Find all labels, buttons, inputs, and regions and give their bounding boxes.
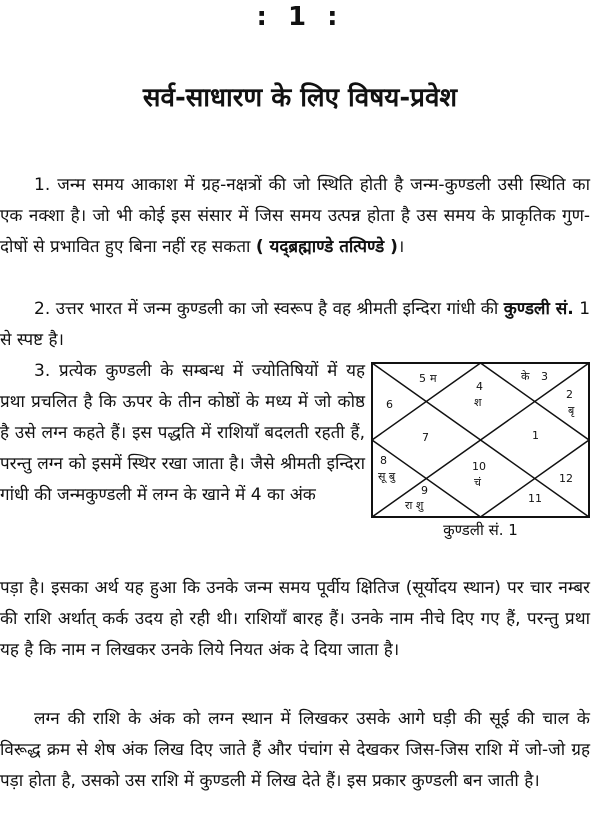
para-2-number: 2. xyxy=(34,299,51,319)
house-4-number: 4 xyxy=(476,380,483,393)
house-3-number: 3 xyxy=(541,370,548,383)
house-5-number: 5 xyxy=(419,372,426,385)
house-4-planets: श xyxy=(474,396,482,409)
house-2-planets: बृ xyxy=(568,404,575,417)
para-1-text: जन्म समय आकाश में ग्रह-नक्षत्रों की जो स्थिति होती है जन्म-कुण्डली उसी स्थिति का एक नक्शा है। जो भी कोई इस संसार में जिस समय उत्पन्न होता है उस समय के प्राकृतिक गुण-दोषों से प्रभावित हुए बिना नहीं रह सकता xyxy=(0,175,591,257)
paragraph-4 xyxy=(0,704,590,797)
para-3-text-a: प्रत्येक कुण्डली के सम्बन्ध में ज्योतिषियों में यह प्रथा प्रचलित है कि ऊपर के तीन कोष्ठों के मध्य में जो कोष्ठ है उसे लग्न कहते हैं। इस पद्धति में राशियाँ बदलती रहती हैं, परन्तु लग्न को इसमें स्थिर रखा जाता है। जैसे श्रीमती इन्दिरा गांधी की जन्मकुण्डली में लग्न के खाने में 4 का अंक xyxy=(0,361,365,505)
kundli-caption: कुण्डली सं. 1 xyxy=(443,521,518,539)
house-9-number: 9 xyxy=(421,484,428,497)
house-8-planets: सू बु xyxy=(378,470,396,483)
paragraph-2 xyxy=(0,294,590,356)
paragraph-3 xyxy=(0,356,365,511)
house-10-number: 10 xyxy=(472,460,486,473)
paragraph-3-continued: पड़ा है। इसका अर्थ यह हुआ कि उनके जन्म समय पूर्वीय क्षितिज (सूर्योदय स्थान) पर चार नम्बर की राशि अर्थात् कर्क उदय हो रही थी। राशियाँ बारह हैं। उनके नाम नीचे दिए गए हैं, परन्तु प्रथा यह है कि नाम न लिखकर उनके लिये नियत अंक दे दिया जाता है। xyxy=(0,578,590,660)
para-3-number: 3. xyxy=(34,361,51,381)
house-11-number: 11 xyxy=(528,492,542,505)
house-10-planets: चं xyxy=(474,476,481,489)
para-1-quote: ( यद्ब्रह्माण्डे तत्पिण्डे ) xyxy=(255,237,398,257)
para-2-text-a: उत्तर भारत में जन्म कुण्डली का जो स्वरूप है वह श्रीमती इन्दिरा गांधी की xyxy=(55,299,499,319)
kundli-chart xyxy=(371,362,590,518)
para-1-end: । xyxy=(397,237,405,257)
house-1-number: 1 xyxy=(532,429,539,442)
house-2-number: 2 xyxy=(566,388,573,401)
house-8-number: 8 xyxy=(380,454,387,467)
para-2-text-b: 1 से स्पष्ट है। xyxy=(0,299,591,350)
house-12-number: 12 xyxy=(559,472,573,485)
para-1-number: 1. xyxy=(34,175,51,195)
para-2-bold: कुण्डली सं. xyxy=(503,299,574,319)
house-3-planets: के xyxy=(521,370,530,383)
paragraph-1 xyxy=(0,170,590,263)
chapter-number: : 1 : xyxy=(256,2,344,32)
chapter-title: सर्व-साधारण के लिए विषय-प्रवेश xyxy=(142,83,458,113)
house-7-number: 7 xyxy=(422,431,429,444)
para-4-text: लग्न की राशि के अंक को लग्न स्थान में लिखकर उसके आगे घड़ी की सूई की चाल के विरूद्ध क्रम से शेष अंक लिख दिए जाते हैं और पंचांग से देखकर जिस-जिस राशि में जो-जो ग्रह पड़ा होता है, उसको उस राशि में कुण्डली में लिख देते हैं। इस प्रकार कुण्डली बन जाती है। xyxy=(0,709,590,791)
house-9-planets: रा शु xyxy=(405,499,424,512)
house-6-number: 6 xyxy=(386,398,393,411)
house-5-planets: म xyxy=(430,372,437,385)
